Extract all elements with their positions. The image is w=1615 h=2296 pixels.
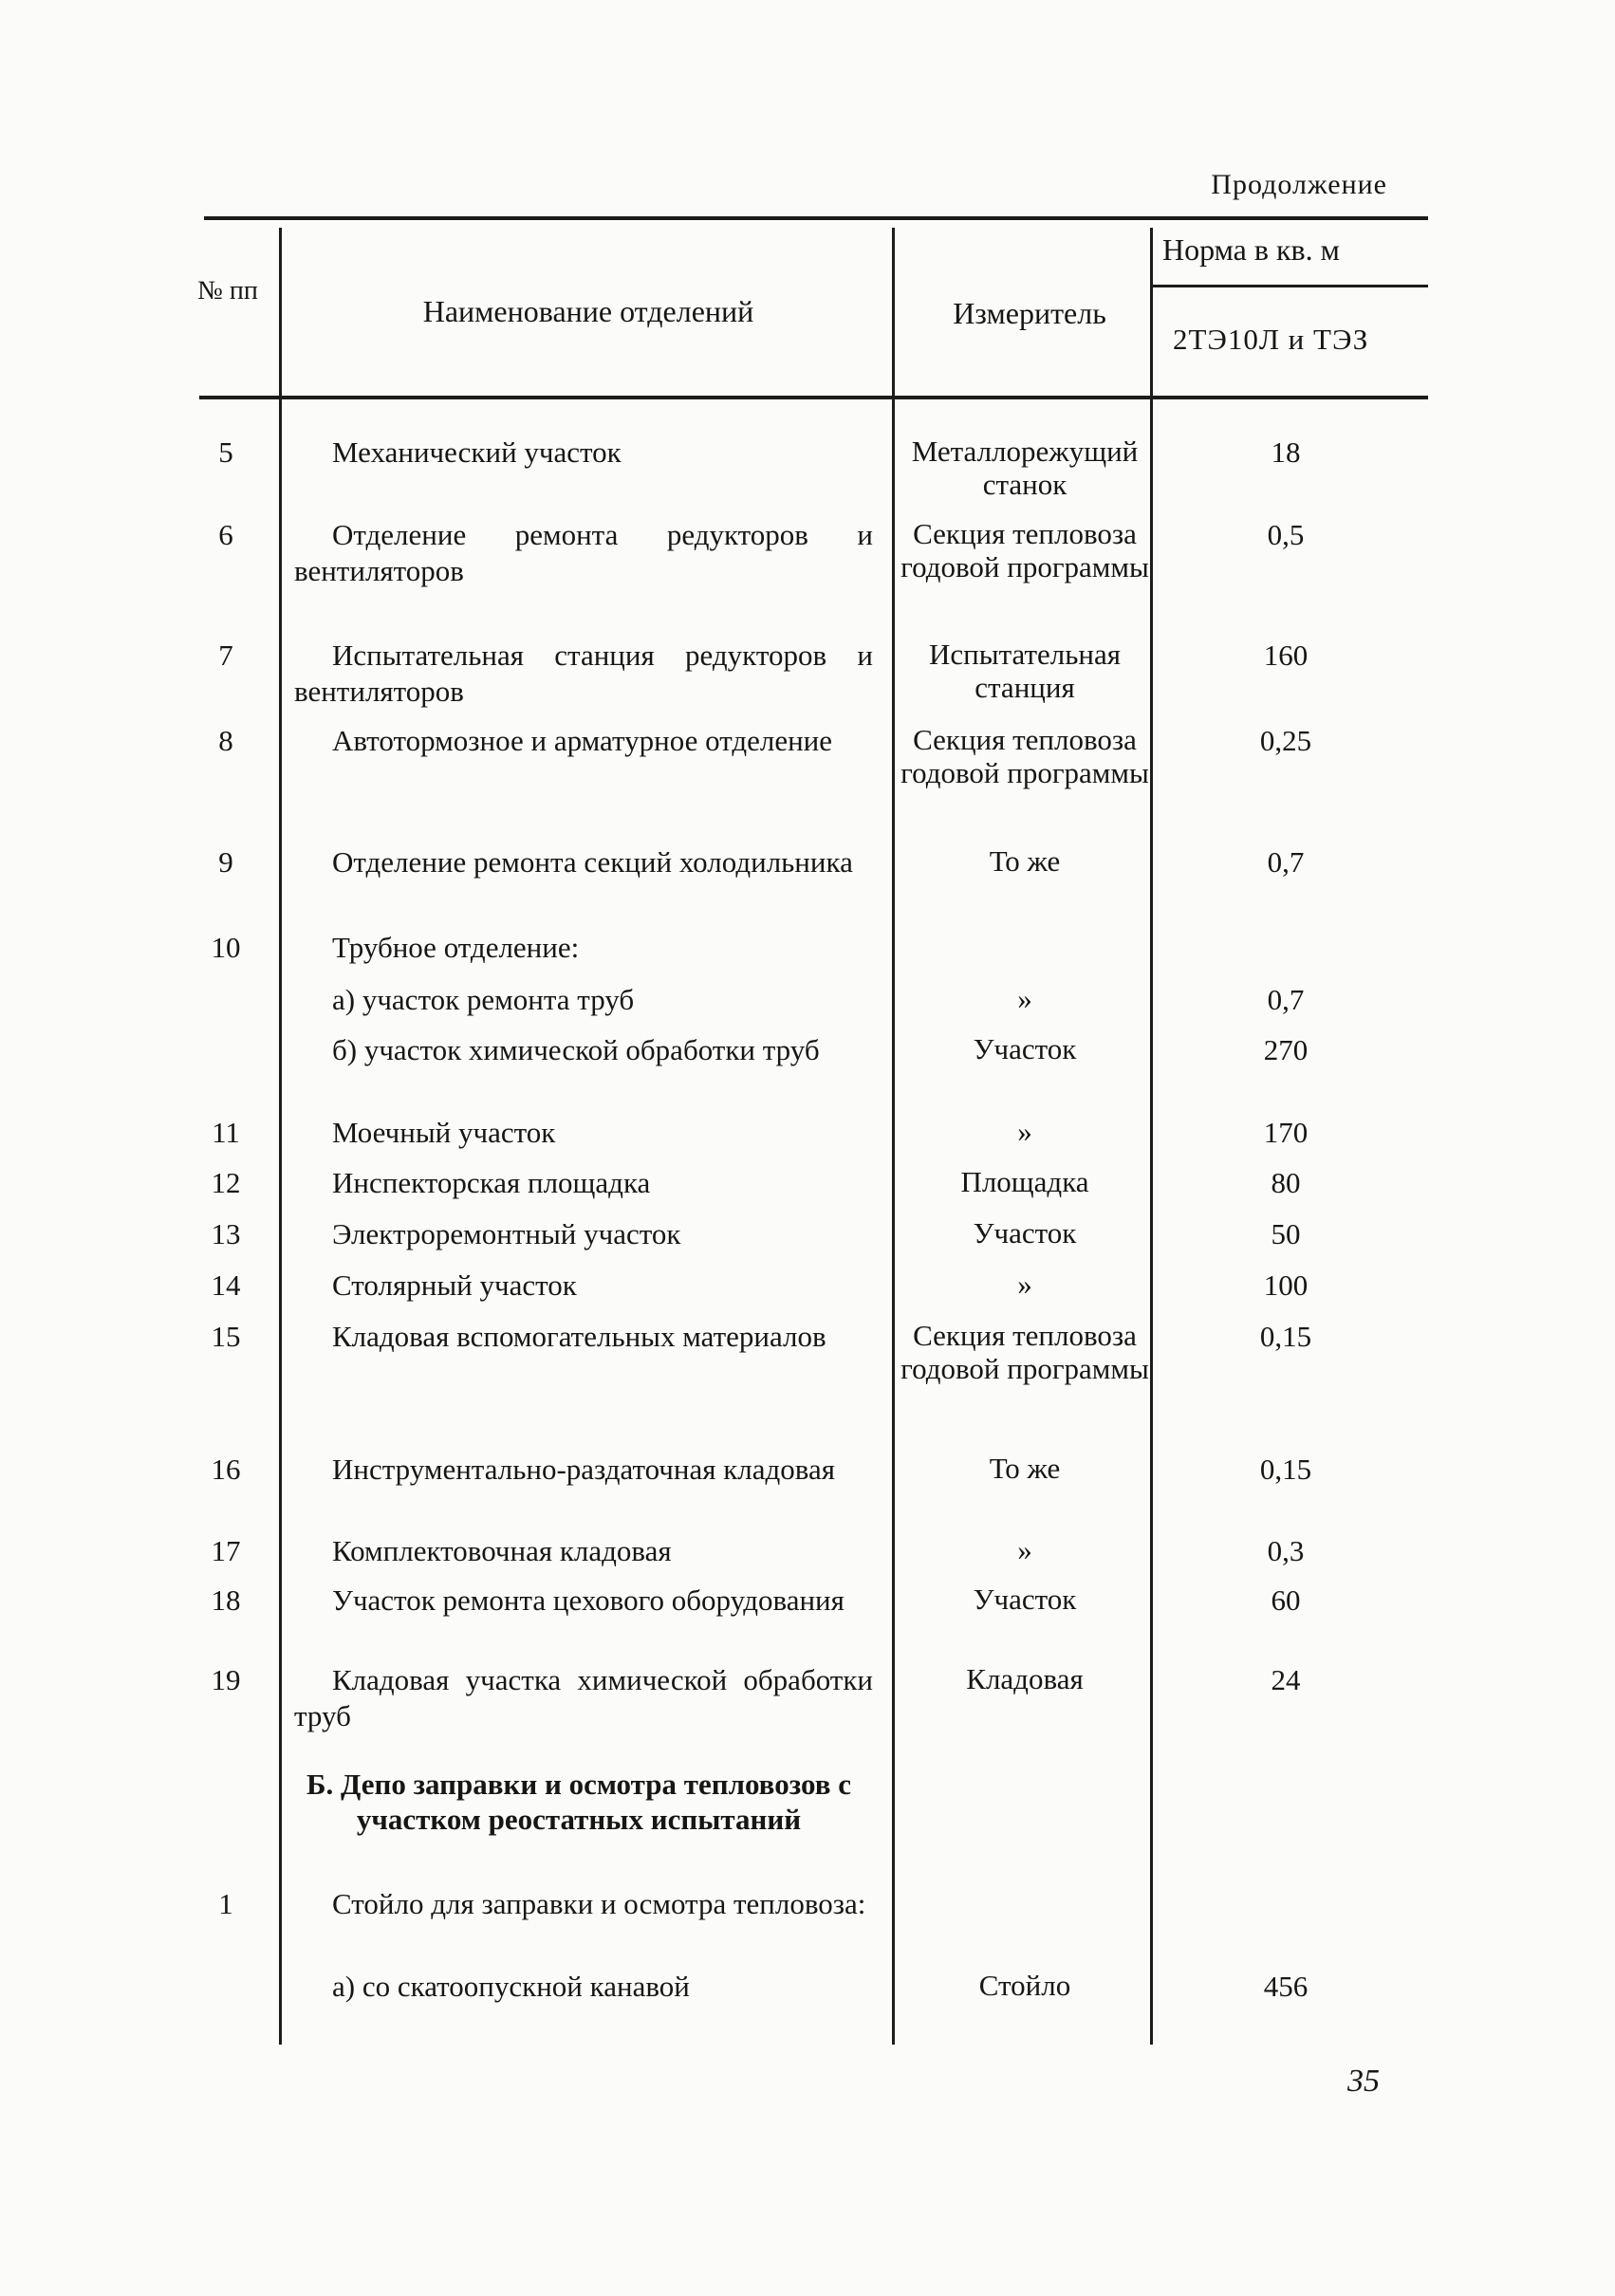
row-value: 18 [1271, 435, 1301, 469]
row-value: 0,15 [1259, 1453, 1312, 1486]
row-name: Отделение ремонта редукторов и вентиляторов [294, 518, 873, 587]
row-number: 5 [218, 435, 233, 469]
row-value: 0,7 [1267, 845, 1305, 879]
header-number: № пп [197, 276, 258, 306]
column-divider-2 [892, 228, 895, 2045]
row-name: а) участок ремонта труб [332, 983, 635, 1016]
row-name: Автотормозное и арматурное отделение [332, 724, 833, 757]
row-number: 10 [211, 931, 241, 964]
row-unit: Секция тепловоза годовой программы [900, 723, 1149, 789]
row-value: 0,3 [1267, 1534, 1305, 1567]
row-value: 50 [1271, 1217, 1301, 1250]
row-unit: » [1017, 1115, 1032, 1148]
row-value: 0,25 [1259, 724, 1312, 757]
row-number: 11 [212, 1116, 240, 1149]
row-number: 19 [211, 1663, 241, 1696]
row-value: 160 [1263, 639, 1309, 672]
row-unit: Кладовая [966, 1662, 1084, 1695]
row-unit: Испытательная станция [929, 638, 1121, 704]
row-name: б) участок химической обработки труб [332, 1033, 820, 1066]
row-number: 16 [211, 1453, 241, 1486]
header-name: Наименование отделений [422, 294, 754, 328]
row-value: 0,15 [1259, 1320, 1312, 1353]
row-name: Инспекторская площадка [332, 1166, 651, 1199]
row-number: 8 [218, 724, 233, 757]
row-unit: То же [989, 1452, 1061, 1485]
row-unit: » [1017, 1268, 1032, 1301]
row-unit: » [1017, 982, 1032, 1015]
row-unit: Участок [973, 1032, 1077, 1065]
row-name: Моечный участок [332, 1116, 556, 1149]
row-name: Столярный участок [332, 1268, 577, 1302]
row-unit: Секция тепловоза годовой программы [900, 1319, 1149, 1385]
row-number: 1 [218, 1887, 233, 1920]
section-heading: Б. Депо заправки и осмотра тепловозов с участком реостатных испытаний [306, 1768, 851, 1836]
row-name: Электроремонтный участок [332, 1217, 681, 1250]
row-value: 0,5 [1267, 518, 1305, 551]
header-unit: Измеритель [953, 296, 1106, 330]
row-value: 170 [1263, 1116, 1309, 1149]
row-number: 13 [211, 1217, 241, 1250]
row-number: 14 [211, 1268, 241, 1302]
row-number: 7 [218, 639, 233, 672]
row-name: Кладовая участка химической обработки труб [294, 1663, 873, 1732]
row-unit: Металлорежущий станок [911, 435, 1139, 501]
row-number: 18 [211, 1583, 241, 1617]
row-unit: Площадка [960, 1165, 1089, 1198]
header-locomotive: 2ТЭ10Л и ТЭЗ [1173, 323, 1369, 356]
row-unit: Участок [973, 1216, 1077, 1250]
row-name: Испытательная станция редукторов и вентиляторов [294, 639, 873, 708]
row-name: Трубное отделение: [332, 931, 580, 964]
column-divider-1 [279, 228, 282, 2045]
row-name: Участок ремонта цехового оборудования [332, 1583, 845, 1617]
row-name: Механический участок [332, 435, 622, 469]
row-value: 80 [1271, 1166, 1301, 1199]
row-value: 456 [1263, 1970, 1309, 2003]
row-name: Кладовая вспомогательных материалов [332, 1320, 826, 1353]
header-norm: Норма в кв. м [1162, 232, 1340, 267]
row-name: а) со скатоопускной канавой [332, 1970, 690, 2003]
row-unit: Участок [973, 1583, 1077, 1616]
row-value: 60 [1271, 1583, 1301, 1617]
row-number: 15 [211, 1320, 241, 1353]
row-value: 24 [1271, 1663, 1301, 1696]
row-unit: » [1017, 1533, 1032, 1566]
page-number: 35 [1347, 2064, 1380, 2099]
row-value: 270 [1263, 1033, 1309, 1066]
continuation-label: Продолжение [1211, 169, 1387, 200]
header-bottom-rule [199, 396, 1428, 399]
row-number: 17 [211, 1534, 241, 1567]
row-unit: То же [989, 844, 1061, 878]
table-top-rule [204, 216, 1428, 220]
row-name: Отделение ремонта секций холодильника [332, 845, 853, 879]
row-unit: Стойло [978, 1969, 1071, 2002]
row-name: Комплектовочная кладовая [332, 1534, 672, 1567]
row-name: Стойло для заправки и осмотра тепловоза: [332, 1887, 866, 1920]
row-number: 6 [218, 518, 233, 551]
row-unit: Секция тепловоза годовой программы [900, 517, 1149, 583]
row-value: 100 [1263, 1268, 1309, 1302]
row-name: Инструментально-раздаточная кладовая [332, 1453, 836, 1486]
row-number: 9 [218, 845, 233, 879]
header-norm-split-rule [1153, 285, 1428, 287]
row-number: 12 [211, 1166, 241, 1199]
row-value: 0,7 [1267, 983, 1305, 1016]
